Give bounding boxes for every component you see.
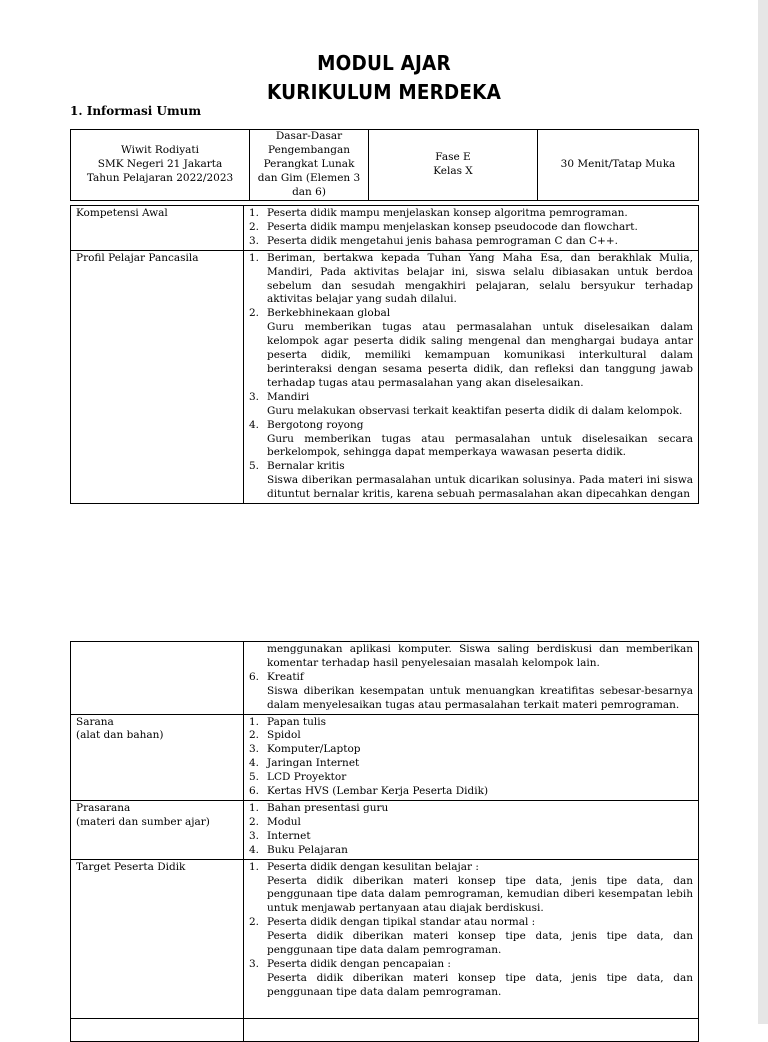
list-text (267, 771, 693, 785)
scroll-gutter (758, 0, 768, 1024)
list-text (267, 391, 693, 419)
list-item-title: Peserta didik mampu menjelaskan konsep algoritma pemrograman. (267, 207, 628, 219)
list-text (267, 861, 693, 917)
prasarana-label: Prasarana (76, 801, 131, 814)
list-number: 2. (249, 729, 260, 742)
list-text (267, 460, 693, 502)
list-item-description: Siswa diberikan kesempatan untuk menuangkan kreatifitas sebesar-besarnya dalam menyelesaikan tugas atau permasalahan terkait materi pemrograman. (267, 684, 693, 711)
list-item (249, 235, 693, 249)
row-label: Target Peserta Didik (71, 859, 244, 1018)
list-item-title: Kreatif (267, 670, 304, 683)
list-item-title: Bahan presentasi guru (267, 801, 389, 814)
list-number: 4. (249, 418, 260, 431)
row-content (244, 859, 699, 1018)
list-text (267, 816, 693, 830)
list-text (267, 716, 693, 730)
list-number: 5. (249, 771, 260, 784)
list-item-title: Internet (267, 829, 311, 842)
list-item (249, 861, 693, 917)
list-item-description: Siswa diberikan permasalahan untuk dicarikan solusinya. Pada materi ini siswa dituntut bernalar kritis, karena sebuah permasalahan akan dipecahkan dengan (267, 474, 693, 501)
prasarana-list (249, 802, 693, 858)
subject-cell: Dasar-Dasar Pengembangan Perangkat Lunak dan Gim (Elemen 3 dan 6) (250, 130, 369, 201)
list-item (249, 671, 693, 713)
list-item (249, 785, 693, 799)
author-name: Wiwit Rodiyati (121, 143, 199, 156)
list-item (249, 916, 693, 958)
list-text (267, 307, 693, 390)
list-number: 3. (249, 829, 260, 842)
list-item (249, 743, 693, 757)
row-content (244, 1018, 699, 1041)
row-label (71, 714, 244, 800)
profil-list (249, 252, 693, 502)
list-number: 1. (249, 207, 260, 219)
list-number: 2. (249, 916, 260, 929)
list-text (267, 729, 693, 743)
sarana-label: Sarana (76, 715, 114, 728)
list-item (249, 391, 693, 419)
phase-cell (369, 130, 538, 201)
list-item-title: Modul (267, 815, 301, 828)
list-number: 2. (249, 220, 260, 233)
row-profil (71, 250, 699, 503)
prasarana-sublabel: (materi dan sumber ajar) (76, 815, 210, 828)
document-title: MODUL AJAR (317, 51, 451, 75)
list-item-title: Beriman, bertakwa kepada Tuhan Yang Maha Esa, dan berakhlak Mulia, Mandiri, Pada aktivitas belajar ini, siswa selalu dibiasakan untuk berdoa sebelum dan sesudah mengakhiri pelajaran, selalu bersyukur terhadap aktivitas belajar yang sudah dilalui. (267, 251, 693, 306)
school-year: Tahun Pelajaran 2022/2023 (86, 171, 234, 184)
module-table-page1 (70, 205, 699, 504)
list-item-title: Peserta didik mampu menjelaskan konsep pseudocode dan flowchart. (267, 220, 638, 233)
list-number: 3. (249, 234, 260, 247)
profil-continued-text: menggunakan aplikasi komputer. Siswa saling berdiskusi dan memberikan komentar terhadap hasil penyelesaian masalah kelompok lain. (267, 643, 693, 669)
list-item-title: Papan tulis (267, 715, 327, 728)
list-item (249, 716, 693, 730)
list-number: 5. (249, 460, 260, 473)
list-text (267, 916, 693, 958)
profil-continued-list (249, 671, 693, 713)
list-item-title: Buku Pelajaran (267, 843, 348, 856)
list-number: 2. (249, 815, 260, 828)
row-sarana (71, 714, 699, 800)
list-item-title: Jaringan Internet (267, 757, 360, 770)
list-item-title: Peserta didik dengan pencapaian : (267, 957, 451, 970)
row-prasarana (71, 800, 699, 859)
info-table (70, 129, 699, 201)
list-number: 4. (249, 757, 260, 770)
list-item-title: Peserta didik mengetahui jenis bahasa pemrograman C dan C++. (267, 234, 618, 247)
list-item-title: Berkebhinekaan global (267, 307, 391, 320)
duration-cell: 30 Menit/Tatap Muka (538, 130, 699, 201)
list-number: 4. (249, 843, 260, 856)
list-item (249, 207, 693, 221)
list-text (267, 830, 693, 844)
section-heading: 1. Informasi Umum (70, 104, 202, 118)
list-item (249, 729, 693, 743)
row-content (244, 800, 699, 859)
list-number: 6. (249, 670, 260, 683)
list-item (249, 802, 693, 816)
row-content (244, 250, 699, 503)
list-text (267, 743, 693, 757)
list-text (267, 671, 693, 713)
row-label (71, 800, 244, 859)
row-label: Profil Pelajar Pancasila (71, 250, 244, 503)
list-text (267, 252, 693, 308)
kompetensi-list (249, 207, 693, 249)
list-text (267, 757, 693, 771)
list-item (249, 460, 693, 502)
list-item (249, 958, 693, 1000)
list-number: 6. (249, 785, 260, 798)
phase: Fase E (435, 150, 471, 163)
list-item-description: Peserta didik diberikan materi konsep tipe data, jenis tipe data, dan penggunaan tipe data dalam pemrograman, kemudian diberi kesempatan lebih untuk menjawab pertanyaan atau diajak berdiskusi. (267, 874, 693, 915)
sarana-sublabel: (alat dan bahan) (76, 729, 164, 742)
list-item (249, 757, 693, 771)
list-item-title: Mandiri (267, 390, 310, 403)
list-number: 3. (249, 957, 260, 970)
list-item (249, 221, 693, 235)
list-number: 1. (249, 251, 260, 264)
list-item-description: Guru memberikan tugas atau permasalahan untuk diselesaikan dalam kelompok agar peserta didik saling mengenal dan menghargai budaya antar peserta didik, memiliki kemampuan komunikasi interkultural dalam berinteraksi dengan sesama peserta didik, dan refleksi dan tanggung jawab terhadap tugas atau permasalahan yang akan diselesaikan. (267, 321, 693, 389)
list-item-description: Peserta didik diberikan materi konsep tipe data, jenis tipe data, dan penggunaan tipe data dalam pemrograman. (267, 971, 693, 998)
list-item-title: LCD Proyektor (267, 771, 347, 784)
list-number: 3. (249, 390, 260, 403)
row-kompetensi (71, 206, 699, 251)
sarana-list (249, 716, 693, 799)
list-text (267, 958, 693, 1000)
list-item-title: Peserta didik dengan kesulitan belajar : (267, 860, 479, 873)
list-text (267, 221, 693, 235)
row-content (244, 642, 699, 715)
list-item-title: Bergotong royong (267, 418, 364, 431)
list-item-title: Kertas HVS (Lembar Kerja Peserta Didik) (267, 785, 489, 798)
list-item-title: Peserta didik dengan tipikal standar atau normal : (267, 916, 536, 929)
author-cell (71, 130, 250, 201)
list-item (249, 252, 693, 308)
row-profil-continued (71, 642, 699, 715)
row-next (71, 1018, 699, 1041)
list-text (267, 802, 693, 816)
list-item-title: Bernalar kritis (267, 460, 345, 473)
list-number: 1. (249, 860, 260, 873)
list-item (249, 419, 693, 461)
module-table-page2 (70, 641, 699, 1042)
list-number: 2. (249, 307, 260, 320)
row-content (244, 714, 699, 800)
list-text (267, 419, 693, 461)
school-name: SMK Negeri 21 Jakarta (97, 157, 223, 170)
list-item (249, 844, 693, 858)
list-number: 1. (249, 801, 260, 814)
row-label (71, 642, 244, 715)
row-label: Kompetensi Awal (71, 206, 244, 251)
row-target (71, 859, 699, 1018)
list-item-title: Komputer/Laptop (267, 743, 361, 756)
list-text (267, 785, 693, 799)
list-item (249, 830, 693, 844)
list-item-title: Spidol (267, 729, 301, 742)
document-subtitle: KURIKULUM MERDEKA (266, 80, 501, 104)
row-content (244, 206, 699, 251)
target-list (249, 861, 693, 1000)
row-label (71, 1018, 244, 1041)
list-item (249, 771, 693, 785)
list-item (249, 816, 693, 830)
list-text (267, 844, 693, 858)
list-item-description: Guru melakukan observasi terkait keaktifan peserta didik di dalam kelompok. (267, 404, 683, 417)
list-number: 1. (249, 715, 260, 728)
class: Kelas X (433, 164, 473, 177)
list-number: 3. (249, 743, 260, 756)
list-text (267, 235, 693, 249)
list-item-description: Peserta didik diberikan materi konsep tipe data, jenis tipe data, dan penggunaan tipe data dalam pemrograman. (267, 930, 693, 957)
list-text (267, 207, 693, 221)
list-item (249, 307, 693, 390)
list-item-description: Guru memberikan tugas atau permasalahan untuk diselesaikan secara berkelompok, sehingga dapat memperkaya wawasan peserta didik. (267, 432, 693, 459)
